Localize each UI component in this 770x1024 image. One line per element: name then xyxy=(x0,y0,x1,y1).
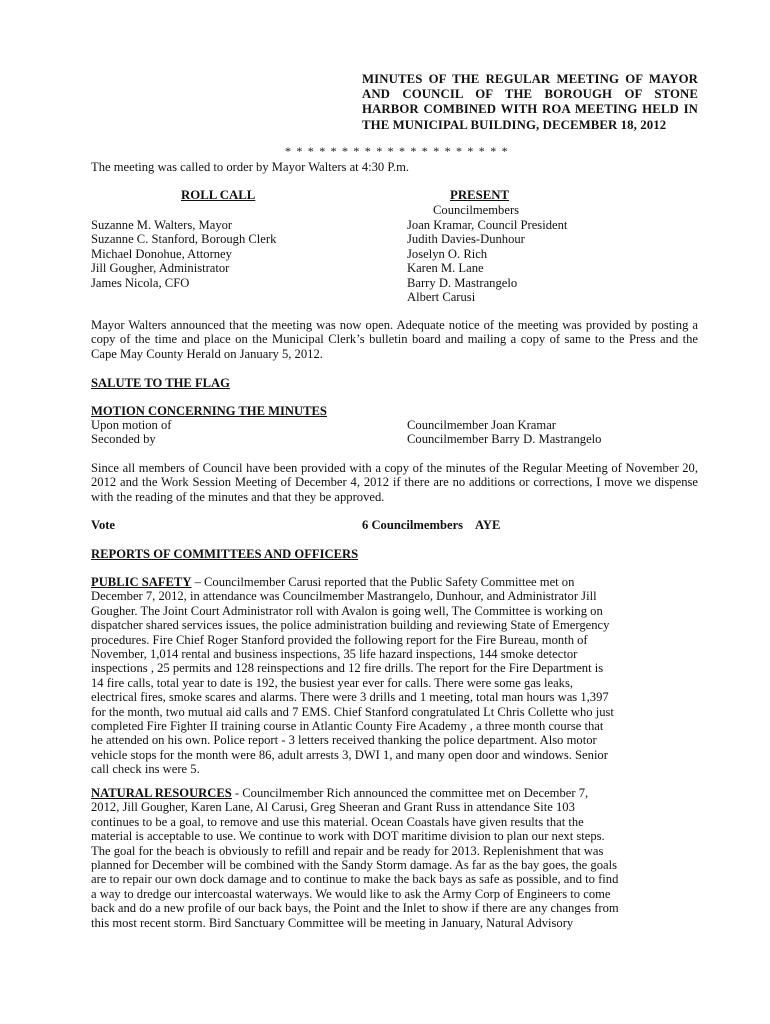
public-safety-line: completed Fire Fighter II training course in Atlantic County Fire Academy , a three month course that xyxy=(91,719,604,734)
present-heading: PRESENT xyxy=(450,188,510,202)
present-list xyxy=(407,218,567,304)
salute-heading: SALUTE TO THE FLAG xyxy=(91,376,230,390)
public-safety-line: for the month, two mutual aid calls and 7 EMS. Chief Stanford congratulated Lt Chris Collette who just xyxy=(91,704,614,719)
natural-resources-line: - Councilmember Rich announced the committee met on December 7, xyxy=(231,786,589,800)
public-safety-line: call check ins were 5. xyxy=(91,762,200,777)
public-safety-line: Gougher. The Joint Court Administrator roll with Avalon is going well, The Committee is working on xyxy=(91,603,603,618)
minutes-motion-heading: MOTION CONCERNING THE MINUTES xyxy=(91,404,327,418)
present-subheading: Councilmembers xyxy=(433,203,520,217)
public-safety-line: inspections , 25 permits and 128 reinspections and 12 fire drills. The report for the Fire Department is xyxy=(91,661,604,676)
natural-resources-line: back and do a new profile of our back bays, the Point and the Inlet to show if there are any changes from xyxy=(91,901,619,916)
public-safety-line: vehicle stops for the month were 86, adult arrests 3, DWI 1, and many open door and windows. Senior xyxy=(91,747,608,762)
public-safety-line: dispatcher shared services issues, the police administration building and reviewing State of Emergency xyxy=(91,618,610,633)
natural-resources-line: 2012, Jill Gougher, Karen Lane, Al Carusi, Greg Sheeran and Grant Russ in attendance Site 103 xyxy=(91,800,575,815)
public-safety-heading: PUBLIC SAFETY xyxy=(91,575,192,589)
natural-resources-line: are to repair our own dock damage and to continue to make the back bays as safe as possible, and to find xyxy=(91,872,619,887)
roll-call-heading: ROLL CALL xyxy=(181,188,256,202)
public-safety-line: electrical fires, smoke scares and alarms. There were 3 drills and 1 meeting, total man hours was 1,397 xyxy=(91,690,609,705)
councilmember-name: Joan Kramar, Council President xyxy=(407,218,568,232)
roll-call-name: Suzanne M. Walters, Mayor xyxy=(91,218,233,232)
roll-call-list xyxy=(91,218,276,290)
document-heading: MINUTES OF THE REGULAR MEETING OF MAYOR AND COUNCIL OF THE BOROUGH OF STONE HARBOR COMBINED WITH ROA MEETING HELD IN THE MUNICIPAL BUILDING, DECEMBER 18, 2012 xyxy=(362,72,698,132)
public-safety-line: December 7, 2012, in attendance was Councilmember Mastrangelo, Dunhour, and Administrator Jill xyxy=(91,589,597,604)
roll-call-name: Suzanne C. Stanford, Borough Clerk xyxy=(91,232,277,247)
motion-value: Councilmember Joan Kramar xyxy=(407,418,556,432)
public-safety-line: – Councilmember Carusi reported that the Public Safety Committee met on xyxy=(191,575,575,589)
roll-call-name: Jill Gougher, Administrator xyxy=(91,261,230,276)
minutes-motion-text: Since all members of Council have been provided with a copy of the minutes of the Regular Meeting of November 20, 2012 and the Work Session Meeting of December 4, 2012 if there are no additions or corrections, I move we dispense with the reading of the minutes and that they be approved. xyxy=(91,461,698,504)
councilmember-name: Albert Carusi xyxy=(407,290,476,305)
councilmember-name: Karen M. Lane xyxy=(407,261,484,276)
roll-call-name: Michael Donohue, Attorney xyxy=(91,246,232,261)
public-safety-line: procedures. Fire Chief Roger Stanford provided the following report for the Fire Bureau, month of xyxy=(91,632,588,647)
natural-resources-heading: NATURAL RESOURCES xyxy=(91,786,232,800)
roll-call-name: James Nicola, CFO xyxy=(91,275,190,290)
natural-resources-line: this most recent storm. Bird Sanctuary Committee will be meeting in January, Natural Advisory xyxy=(91,915,574,930)
natural-resources-line: The goal for the beach is obviously to refill and repair and be ready for 2013. Replenishment that was xyxy=(91,843,604,858)
second-value: Councilmember Barry D. Mastrangelo xyxy=(407,432,602,446)
public-safety-line: November, 1,014 rental and business inspections, 35 life hazard inspections, 144 smoke detector xyxy=(91,647,578,662)
announcement-paragraph: Mayor Walters announced that the meeting was now open. Adequate notice of the meeting was provided by posting a copy of the time and place on the Municipal Clerk’s bulletin board and mailing a copy of same to the Press and the Cape May County Herald on January 5, 2012. xyxy=(91,318,698,361)
reports-heading: REPORTS OF COMMITTEES AND OFFICERS xyxy=(91,547,359,561)
natural-resources-line: continues to be a goal, to remove and use this material. Ocean Coastals have given results that the xyxy=(91,814,584,829)
natural-resources-section xyxy=(91,786,698,930)
councilmember-name: Judith Davies-Dunhour xyxy=(407,232,525,247)
public-safety-section xyxy=(91,575,698,777)
natural-resources-line: material is acceptable to use. We continue to work with DOT maritime division to plan our next steps. xyxy=(91,829,605,844)
call-to-order: The meeting was called to order by Mayor Walters at 4:30 P.m. xyxy=(91,160,410,174)
vote-value: 6 Councilmembers AYE xyxy=(362,518,501,532)
natural-resources-line: a way to dredge our intercoastal waterways. We would like to ask the Army Corp of Engineers to come xyxy=(91,886,611,901)
second-label: Seconded by xyxy=(91,432,156,446)
councilmember-name: Joselyn O. Rich xyxy=(407,246,488,261)
motion-label: Upon motion of xyxy=(91,418,172,432)
councilmember-name: Barry D. Mastrangelo xyxy=(407,275,518,290)
vote-label: Vote xyxy=(91,518,116,532)
separator-stars: * * * * * * * * * * * * * * * * * * * * xyxy=(285,144,509,158)
public-safety-line: he attended on his own. Police report - 3 letters received thanking the police department. Also motor xyxy=(91,733,597,748)
natural-resources-line: planned for December will be combined with the Sandy Storm damage. As far as the bay goes, the goals xyxy=(91,858,617,873)
public-safety-line: 14 fire calls, total year to date is 192, the busiest year ever for calls. There were some gas leaks, xyxy=(91,675,573,690)
